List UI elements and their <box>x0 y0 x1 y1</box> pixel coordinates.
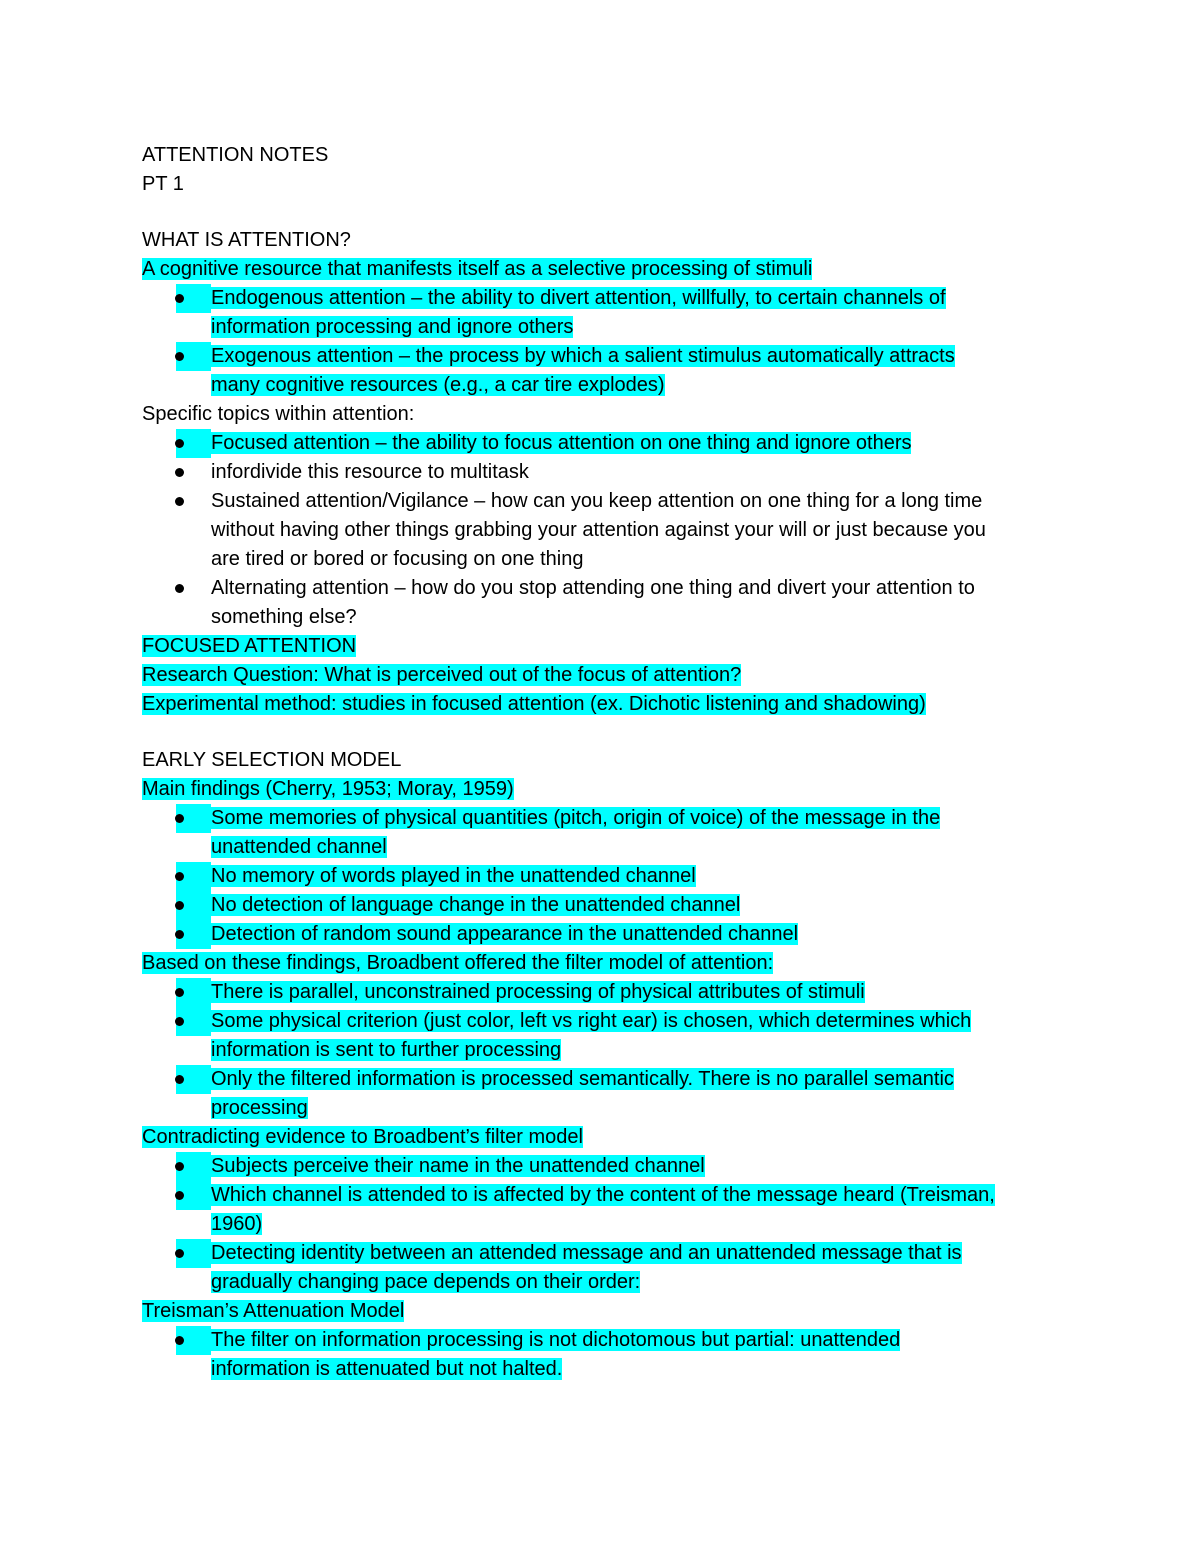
topics-list <box>142 429 1102 632</box>
attention-types-list <box>142 284 1102 400</box>
bullet-icon <box>175 814 184 823</box>
list-item-text: infordivide this resource to multitask <box>211 461 529 483</box>
bullet-icon <box>175 1075 184 1084</box>
bullet-icon <box>175 497 184 506</box>
bullet-icon <box>175 988 184 997</box>
list-item-text: unattended channel <box>211 836 387 858</box>
list-item <box>142 284 1102 342</box>
document-subtitle: PT 1 <box>142 173 184 195</box>
list-item-text: something else? <box>211 606 357 628</box>
list-item-text: gradually changing pace depends on their order: <box>211 1271 641 1293</box>
treisman-heading: Treisman’s Attenuation Model <box>142 1300 405 1322</box>
list-item <box>142 1239 1102 1297</box>
list-item-text: No memory of words played in the unattended channel <box>211 865 696 887</box>
bullet-icon <box>175 352 184 361</box>
list-item-text: without having other things grabbing your attention against your will or just because you <box>211 519 986 541</box>
bullet-icon <box>175 439 184 448</box>
main-findings-heading: Main findings (Cherry, 1953; Moray, 1959) <box>142 778 514 800</box>
bullet-icon <box>175 872 184 881</box>
list-item <box>142 1181 1102 1239</box>
document-title: ATTENTION NOTES <box>142 144 329 166</box>
findings-list <box>142 804 1102 949</box>
section-heading-early-selection: EARLY SELECTION MODEL <box>142 749 402 771</box>
list-item <box>142 574 1102 632</box>
list-item-text: Alternating attention – how do you stop attending one thing and divert your attention to <box>211 577 975 599</box>
topics-heading: Specific topics within attention: <box>142 403 415 425</box>
bullet-icon <box>175 901 184 910</box>
list-item-text: Some memories of physical quantities (pitch, origin of voice) of the message in the <box>211 807 941 829</box>
list-item-text: processing <box>211 1097 308 1119</box>
list-item <box>142 429 1102 458</box>
list-item-text: Some physical criterion (just color, left vs right ear) is chosen, which determines which <box>211 1010 972 1032</box>
section-heading-what-is-attention: WHAT IS ATTENTION? <box>142 229 351 251</box>
bullet-icon <box>175 1162 184 1171</box>
experimental-method: Experimental method: studies in focused attention (ex. Dichotic listening and shadowing) <box>142 693 926 715</box>
list-item <box>142 487 1102 574</box>
bullet-icon <box>175 1249 184 1258</box>
list-item-text: Subjects perceive their name in the unattended channel <box>211 1155 705 1177</box>
research-question: Research Question: What is perceived out of the focus of attention? <box>142 664 742 686</box>
list-item <box>142 978 1102 1007</box>
broadbent-list <box>142 978 1102 1123</box>
list-item <box>142 342 1102 400</box>
bullet-icon <box>175 294 184 303</box>
attention-definition: A cognitive resource that manifests itself as a selective processing of stimuli <box>142 258 813 280</box>
list-item-text: information is sent to further processing <box>211 1039 562 1061</box>
list-item <box>142 458 1102 487</box>
list-item <box>142 862 1102 891</box>
contradictions-list <box>142 1152 1102 1297</box>
list-item-text: many cognitive resources (e.g., a car tire explodes) <box>211 374 665 396</box>
bullet-icon <box>175 1336 184 1345</box>
list-item-text: Focused attention – the ability to focus attention on one thing and ignore others <box>211 432 912 454</box>
list-item-text: information processing and ignore others <box>211 316 574 338</box>
list-item-text: Exogenous attention – the process by which a salient stimulus automatically attracts <box>211 345 955 367</box>
list-item-text: 1960) <box>211 1213 263 1235</box>
list-item-text: The filter on information processing is not dichotomous but partial: unattended <box>211 1329 901 1351</box>
bullet-icon <box>175 1191 184 1200</box>
list-item-text: Only the filtered information is processed semantically. There is no parallel semantic <box>211 1068 954 1090</box>
list-item-text: are tired or bored or focusing on one thing <box>211 548 584 570</box>
list-item-text: There is parallel, unconstrained processing of physical attributes of stimuli <box>211 981 865 1003</box>
list-item-text: No detection of language change in the unattended channel <box>211 894 741 916</box>
bullet-icon <box>175 930 184 939</box>
list-item-text: information is attenuated but not halted. <box>211 1358 563 1380</box>
focused-attention-heading: FOCUSED ATTENTION <box>142 635 357 657</box>
list-item <box>142 920 1102 949</box>
list-item <box>142 804 1102 862</box>
bullet-icon <box>175 1017 184 1026</box>
list-item <box>142 1007 1102 1065</box>
list-item <box>142 1152 1102 1181</box>
broadbent-intro: Based on these findings, Broadbent offered the filter model of attention: <box>142 952 774 974</box>
list-item <box>142 1326 1102 1384</box>
list-item-text: Detection of random sound appearance in the unattended channel <box>211 923 799 945</box>
list-item-text: Detecting identity between an attended message and an unattended message that is <box>211 1242 962 1264</box>
bullet-icon <box>175 468 184 477</box>
document-content <box>142 141 1102 1384</box>
list-item-text: Endogenous attention – the ability to divert attention, willfully, to certain channels of <box>211 287 946 309</box>
bullet-icon <box>175 584 184 593</box>
treisman-list <box>142 1326 1102 1384</box>
list-item-text: Sustained attention/Vigilance – how can you keep attention on one thing for a long time <box>211 490 983 512</box>
list-item <box>142 1065 1102 1123</box>
list-item-text: Which channel is attended to is affected by the content of the message heard (Treisman, <box>211 1184 995 1206</box>
list-item <box>142 891 1102 920</box>
contradicting-heading: Contradicting evidence to Broadbent’s filter model <box>142 1126 583 1148</box>
